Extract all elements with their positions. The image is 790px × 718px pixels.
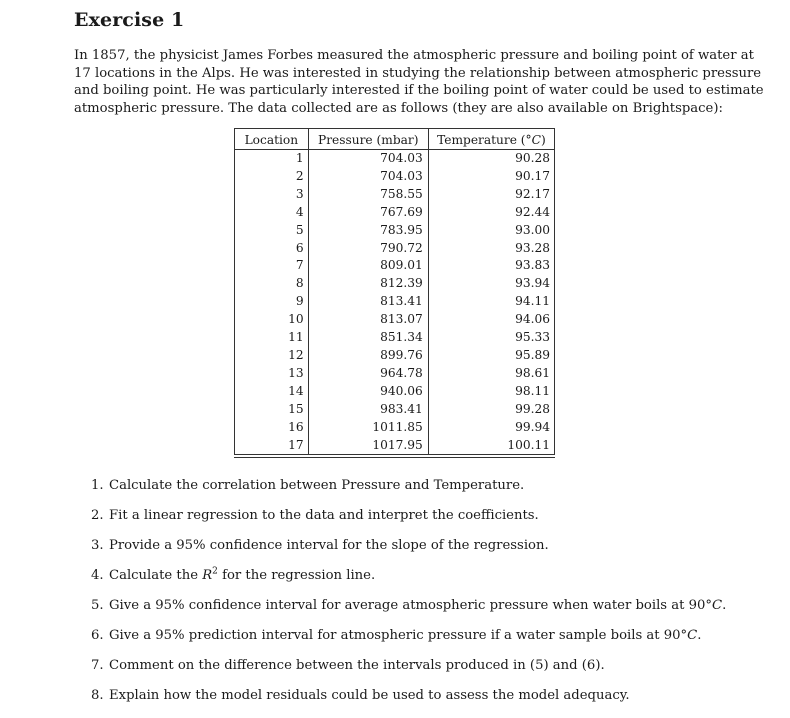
cell-pressure: 767.69 xyxy=(308,204,428,222)
cell-temperature: 98.11 xyxy=(428,383,554,401)
table-row xyxy=(235,419,555,437)
table-row xyxy=(235,365,555,383)
cell-pressure: 783.95 xyxy=(308,222,428,240)
question-number: 1. xyxy=(91,478,104,493)
cell-temperature: 93.00 xyxy=(428,222,554,240)
column-header-temperature xyxy=(428,129,554,150)
cell-temperature: 94.11 xyxy=(428,293,554,311)
cell-temperature: 95.89 xyxy=(428,347,554,365)
question-item xyxy=(91,507,731,537)
table-row xyxy=(235,168,555,186)
question-number: 3. xyxy=(91,538,104,553)
temperature-header-text: Temperature (° xyxy=(437,132,532,147)
question-math: C xyxy=(712,598,723,613)
cell-temperature: 98.61 xyxy=(428,365,554,383)
question-item xyxy=(91,687,731,717)
cell-pressure: 1017.95 xyxy=(308,437,428,455)
question-math: R xyxy=(202,568,213,583)
temperature-header-unit: C xyxy=(531,132,541,147)
table-row xyxy=(235,347,555,365)
intro-line: 17 locations in the Alps. He was interested in studying the relationship between atmospheric pressure xyxy=(74,65,762,81)
intro-line: and boiling point. He was particularly interested if the boiling point of water could be used to estimate xyxy=(74,83,764,98)
cell-pressure: 983.41 xyxy=(308,401,428,419)
question-text: Explain how the model residuals could be used to assess the model adequacy. xyxy=(109,688,630,703)
cell-temperature: 95.33 xyxy=(428,329,554,347)
cell-location: 2 xyxy=(235,168,309,186)
question-item xyxy=(91,597,731,627)
cell-location: 11 xyxy=(235,329,309,347)
table-row xyxy=(235,204,555,222)
question-text: Calculate the xyxy=(109,568,203,583)
cell-temperature: 99.94 xyxy=(428,419,554,437)
cell-pressure: 1011.85 xyxy=(308,419,428,437)
question-number: 7. xyxy=(91,658,104,673)
question-item xyxy=(91,537,731,567)
cell-location: 9 xyxy=(235,293,309,311)
table-body xyxy=(235,150,555,455)
table-bottom-rule xyxy=(234,454,555,458)
question-item xyxy=(91,657,731,687)
cell-temperature: 93.28 xyxy=(428,240,554,258)
question-text: Give a 95% prediction interval for atmospheric pressure if a water sample boils at 90° xyxy=(109,628,688,643)
question-text-end: . xyxy=(697,628,702,643)
cell-location: 10 xyxy=(235,311,309,329)
cell-pressure: 704.03 xyxy=(308,168,428,186)
cell-pressure: 790.72 xyxy=(308,240,428,258)
cell-location: 15 xyxy=(235,401,309,419)
cell-pressure: 851.34 xyxy=(308,329,428,347)
column-header-location: Location xyxy=(235,129,309,150)
cell-pressure: 812.39 xyxy=(308,275,428,293)
cell-pressure: 704.03 xyxy=(308,150,428,168)
cell-temperature: 92.17 xyxy=(428,186,554,204)
cell-location: 17 xyxy=(235,437,309,455)
question-text-end: . xyxy=(722,598,727,613)
question-text: Calculate the correlation between Pressure and Temperature. xyxy=(109,478,525,493)
question-number: 2. xyxy=(91,508,104,523)
table-row xyxy=(235,437,555,455)
table-row xyxy=(235,293,555,311)
cell-location: 4 xyxy=(235,204,309,222)
table-row xyxy=(235,150,555,168)
question-number: 8. xyxy=(91,688,104,703)
cell-pressure: 940.06 xyxy=(308,383,428,401)
cell-location: 3 xyxy=(235,186,309,204)
cell-pressure: 964.78 xyxy=(308,365,428,383)
cell-pressure: 758.55 xyxy=(308,186,428,204)
table-row xyxy=(235,222,555,240)
question-superscript: 2 xyxy=(212,566,218,577)
cell-pressure: 813.41 xyxy=(308,293,428,311)
table-row xyxy=(235,401,555,419)
question-text: Provide a 95% confidence interval for the slope of the regression. xyxy=(109,538,549,553)
exercise-title: Exercise 1 xyxy=(74,9,185,31)
table-header-row xyxy=(235,129,555,150)
table-row xyxy=(235,275,555,293)
cell-temperature: 90.17 xyxy=(428,168,554,186)
cell-location: 7 xyxy=(235,257,309,275)
data-table xyxy=(234,128,555,458)
cell-pressure: 809.01 xyxy=(308,257,428,275)
temperature-header-close: ) xyxy=(540,132,546,147)
cell-pressure: 813.07 xyxy=(308,311,428,329)
cell-location: 14 xyxy=(235,383,309,401)
question-text: Fit a linear regression to the data and interpret the coefficients. xyxy=(109,508,539,523)
cell-location: 16 xyxy=(235,419,309,437)
question-text-end: for the regression line. xyxy=(217,568,376,583)
cell-temperature: 93.94 xyxy=(428,275,554,293)
intro-line: In 1857, the physicist James Forbes measured the atmospheric pressure and boiling point of water at xyxy=(74,48,754,63)
cell-location: 6 xyxy=(235,240,309,258)
table-row xyxy=(235,186,555,204)
question-list xyxy=(91,477,731,717)
cell-temperature: 93.83 xyxy=(428,257,554,275)
question-number: 4. xyxy=(91,568,104,583)
question-item xyxy=(91,567,731,597)
data-table-grid xyxy=(234,128,555,454)
question-number: 5. xyxy=(91,598,104,613)
column-header-pressure: Pressure (mbar) xyxy=(308,129,428,150)
cell-temperature: 99.28 xyxy=(428,401,554,419)
question-item xyxy=(91,627,731,657)
table-row xyxy=(235,329,555,347)
intro-line: atmospheric pressure. The data collected are as follows (they are also available on Brightspace): xyxy=(74,100,723,116)
cell-location: 1 xyxy=(235,150,309,168)
cell-temperature: 92.44 xyxy=(428,204,554,222)
question-text: Comment on the difference between the intervals produced in (5) and (6). xyxy=(109,658,605,673)
question-number: 6. xyxy=(91,628,104,643)
question-math: C xyxy=(687,628,698,643)
question-text: Give a 95% confidence interval for average atmospheric pressure when water boils at 90° xyxy=(109,598,712,613)
cell-temperature: 94.06 xyxy=(428,311,554,329)
table-row xyxy=(235,240,555,258)
cell-pressure: 899.76 xyxy=(308,347,428,365)
table-row xyxy=(235,311,555,329)
table-row xyxy=(235,257,555,275)
intro-paragraph xyxy=(74,47,764,117)
question-item xyxy=(91,477,731,507)
cell-temperature: 90.28 xyxy=(428,150,554,168)
cell-location: 8 xyxy=(235,275,309,293)
cell-location: 13 xyxy=(235,365,309,383)
table-row xyxy=(235,383,555,401)
cell-location: 12 xyxy=(235,347,309,365)
cell-location: 5 xyxy=(235,222,309,240)
cell-temperature: 100.11 xyxy=(428,437,554,455)
